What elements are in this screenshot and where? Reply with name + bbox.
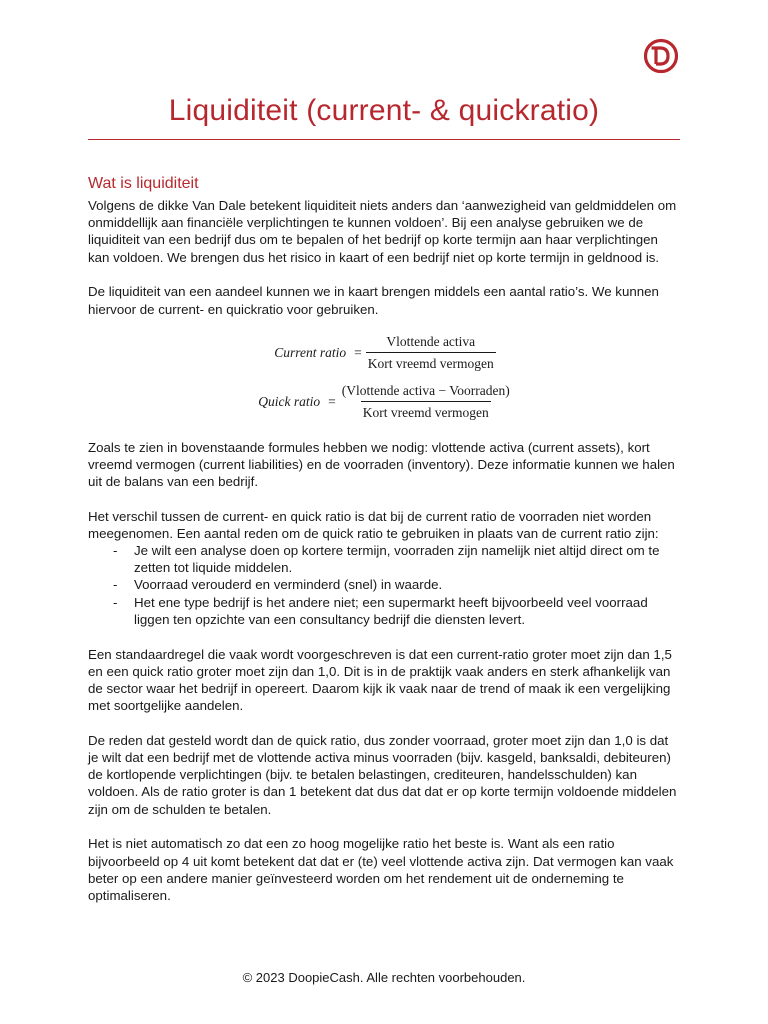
reasons-list (88, 542, 682, 628)
current-ratio-label: Current ratio (274, 344, 347, 360)
paragraph-ratio-difference: Het verschil tussen de current- en quick ratio is dat bij de current ratio de voorraden niet worden meegenomen. Een aantal reden om de quick ratio te gebruiken in plaats van de current ratio zijn: (88, 508, 659, 541)
title-divider (88, 139, 680, 140)
quick-ratio-fraction (340, 382, 512, 421)
paragraph-standard-rule: Een standaardregel die vaak wordt voorgeschreven is dat een current-ratio groter moet zijn dan 1,5 en een quick ratio groter moet zijn dan 1,0. Dit is in de praktijk vaak anders en sterk afhankelijk van de sector waar het bedrijf in opereert. Daarom kijk ik vaak naar de trend of maak ik een vergelijking met soortgelijke aandelen. (88, 646, 672, 714)
paragraph-high-ratio-note: Het is niet automatisch zo dat een zo hoog mogelijke ratio het beste is. Want als een ratio bijvoorbeeld op 4 uit komt betekent dat dat er (te) veel vlottende activa zijn. Dat vermogen kan vaak beter op een andere manier geïnvesteerd worden om het rendement uit de onderneming te optimaliseren. (88, 836, 674, 903)
quick-ratio-formula (88, 382, 682, 421)
quick-ratio-numerator: (Vlottende activa − Voorraden) (341, 383, 510, 399)
current-ratio-numerator: Vlottende activa (386, 333, 476, 349)
page-title: Liquiditeit (current- & quickratio) (168, 94, 600, 127)
paragraph-formula-inputs: Zoals te zien in bovenstaande formules hebben we nodig: vlottende activa (current assets), kort vreemd vermogen (current liabilities) en de voorraden (inventory). Deze informatie kunnen we halen uit de balans van een bedrijf. (88, 439, 675, 489)
list-item: - Voorraad verouderd en verminderd (snel) in waarde. (134, 576, 682, 593)
current-ratio-formula (88, 333, 682, 372)
quick-ratio-label: Quick ratio (258, 394, 321, 410)
current-ratio-denominator: Kort vreemd vermogen (366, 352, 496, 372)
main-content (88, 173, 682, 922)
equals-sign: = (328, 394, 336, 410)
list-item: - Je wilt een analyse doen op kortere termijn, voorraden zijn namelijk niet altijd direct om te zetten tot liquide middelen. (134, 542, 682, 576)
paragraph-quick-ratio-reason: De reden dat gesteld wordt dan de quick ratio, dus zonder voorraad, groter moet zijn dan 1,0 is dat je wilt dat een bedrijf met de vlottende activa minus voorraden (bijv. kasgeld, banksaldi, debiteuren) de kortlopende verplichtingen (bijv. te betalen belastingen, crediteuren, handelsschulden) kan voldoen. Als de ratio groter is dan 1 betekent dat dus dat dat er op korte termijn voldoende middelen zijn om de schulden te betalen. (88, 732, 677, 817)
paragraph-definition: Volgens de dikke Van Dale betekent liquiditeit niets anders dan ‘aanwezigheid van geldmiddelen om onmiddellijk aan financiële verplichtingen te kunnen voldoen’. Bij een analyse gebruiken we de liquiditeit van een bedrijf dus om te bepalen of het bedrijf op korte termijn aan haar verplichtingen kan voldoen. We brengen dus het risico in kaart of een bedrijf niet op korte termijn in geldnood is. (88, 198, 677, 265)
paragraph-ratios-intro: De liquiditeit van een aandeel kunnen we in kaart brengen middels een aantal ratio’s. We kunnen hiervoor de current- en quickratio voor gebruiken. (88, 284, 659, 317)
section-heading: Wat is liquiditeit (88, 175, 199, 192)
doopiecash-d-logo-icon (643, 38, 679, 74)
footer-copyright: © 2023 DoopieCash. Alle rechten voorbehouden. (242, 970, 526, 985)
current-ratio-fraction (366, 333, 496, 372)
quick-ratio-denominator: Kort vreemd vermogen (361, 401, 491, 421)
list-item: - Het ene type bedrijf is het andere niet; een supermarkt heeft bijvoorbeeld veel voorraad liggen ten opzichte van een consultancy bedrijf die diensten levert. (134, 594, 682, 628)
equals-sign: = (354, 344, 362, 360)
